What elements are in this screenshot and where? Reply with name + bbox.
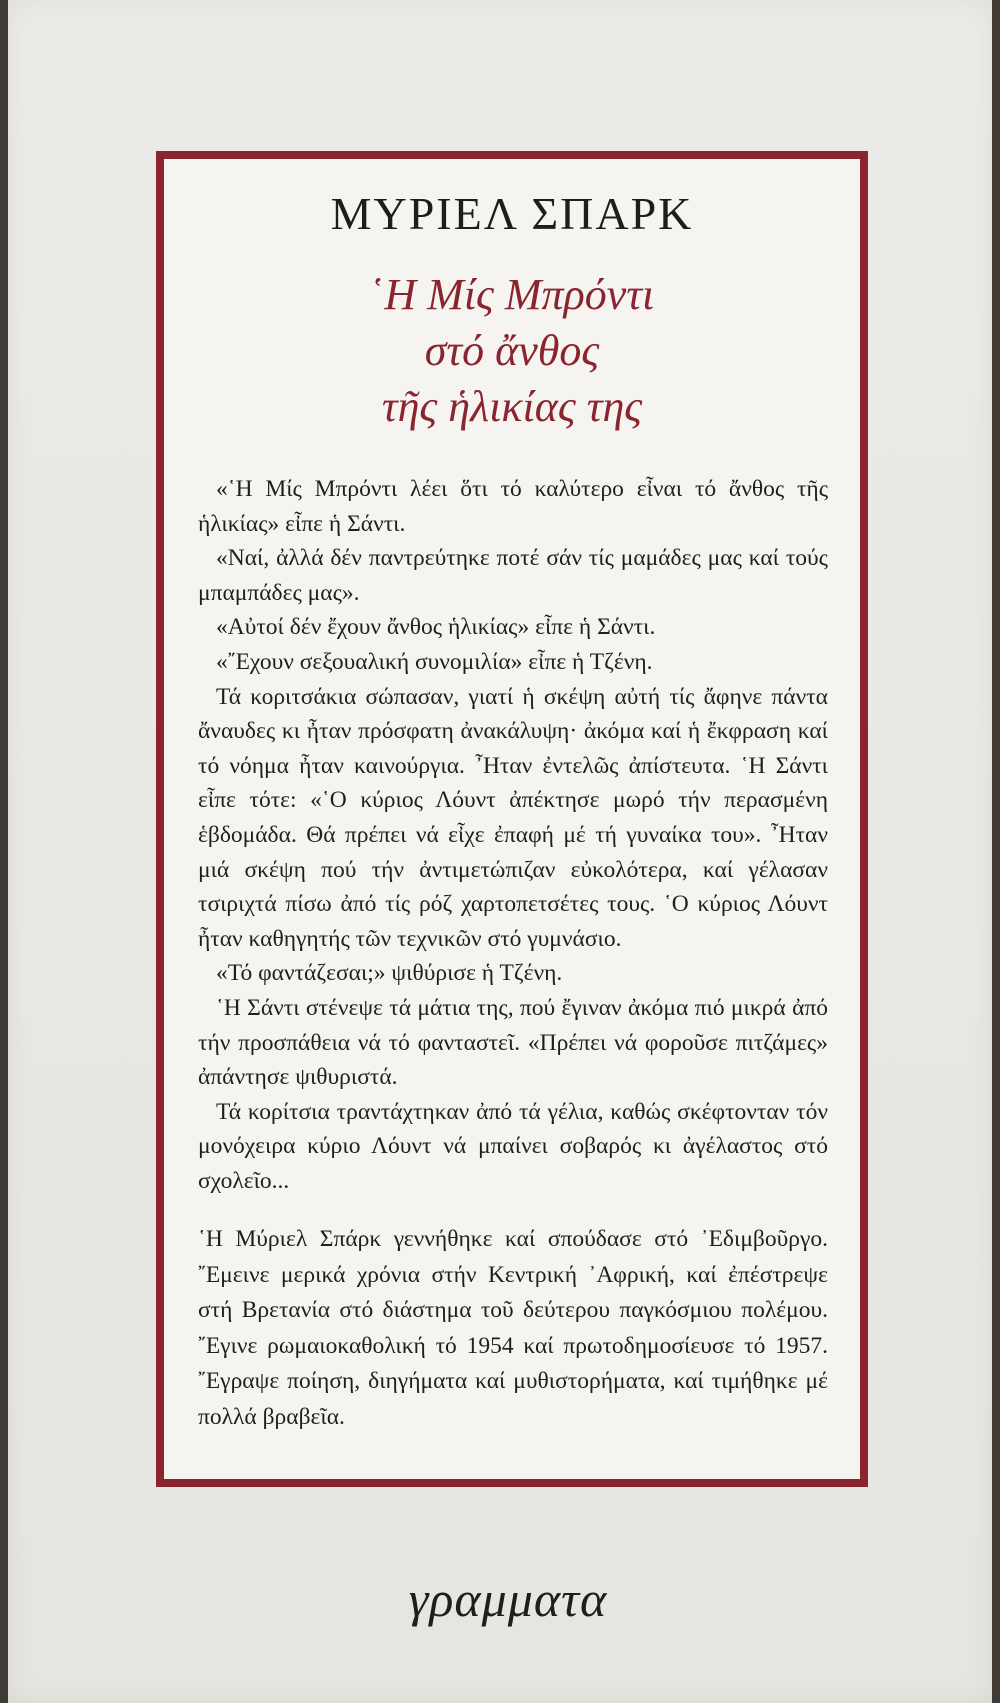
excerpt-paragraph: «῾Η Μίς Μπρόντι λέει ὅτι τό καλύτερο εἶναι τό ἄνθος τῆς ἡλικίας» εἶπε ἡ Σάντι.: [198, 476, 828, 537]
excerpt-paragraph: «῎Εχουν σεξουαλική συνομιλία» εἶπε ἡ Τζένη.: [216, 648, 653, 675]
red-border-frame: [156, 151, 868, 1487]
author-bio: [198, 1222, 828, 1435]
title-line: στό ἄνθος: [424, 326, 600, 375]
author-name: ΜΥΡΙΕΛ ΣΠΑΡΚ: [330, 188, 694, 239]
excerpt-paragraph: «Αὐτοί δέν ἔχουν ἄνθος ἡλικίας» εἶπε ἡ Σάντι.: [216, 614, 656, 641]
bio-paragraph: ῾Η Μύριελ Σπάρκ γεννήθηκε καί σπούδασε στό ᾿Εδιμβοῦργο. ῎Εμεινε μερικά χρόνια στήν Κεντρική ᾿Αφρική, καί ἐπέστρεψε στή Βρετανία στό διάστημα τοῦ δεύτερου παγκόσμιου πολέμου. ῎Εγινε ρωμαιοκαθολική τό 1954 καί πρωτοδημοσίευσε τό 1957. ῎Εγραψε ποίηση, διηγήματα καί μυθιστορήματα, καί τιμήθηκε μέ πολλά βραβεῖα.: [198, 1226, 828, 1430]
excerpt-paragraph: ῾Η Σάντι στένεψε τά μάτια της, πού ἔγιναν ἀκόμα πιό μικρά ἀπό τήν προσπάθεια νά τό φανταστεῖ. «Πρέπει νά φοροῦσε πιτζάμες» ἀπάντησε ψιθυριστά.: [198, 994, 828, 1091]
excerpt-paragraph: «Τό φαντάζεσαι;» ψιθύρισε ἡ Τζένη.: [216, 960, 563, 987]
excerpt-paragraph: Τά κοριτσάκια σώπασαν, γιατί ἡ σκέψη αὐτή τίς ἄφηνε πάντα ἄναυδες κι ἦταν πρόσφατη ἀνακάλυψη· ἀκόμα καί ἡ ἔκφραση καί τό νόημα ἦταν καινούργια. ῏Ηταν ἐντελῶς ἀπίστευτα. ῾Η Σάντι εἶπε τότε: «῾Ο κύριος Λόυντ ἀπέκτησε μωρό τήν περασμένη ἑβδομάδα. Θά πρέπει νά εἶχε ἐπαφή μέ τή γυναίκα του». ῏Ηταν μιά σκέψη πού τήν ἀντιμετώπιζαν εὐκολότερα, καί γέλασαν τσιριχτά πίσω ἀπό τίς ρόζ χαρτοπετσέτες τους. ῾Ο κύριος Λόυντ ἦταν καθηγητής τῶν τεχνικῶν στό γυμνάσιο.: [198, 683, 828, 952]
publisher-logo: γραμματα: [408, 1571, 608, 1627]
book-title: [164, 267, 860, 435]
title-line: τῆς ἡλικίας της: [381, 382, 643, 431]
excerpt-text: [198, 472, 828, 1198]
title-line: ῾Η Μίς Μπρόντι: [369, 270, 655, 319]
excerpt-paragraph: «Ναί, ἀλλά δέν παντρεύτηκε ποτέ σάν τίς μαμάδες μας καί τούς μπαμπάδες μας».: [198, 545, 828, 606]
excerpt-paragraph: Τά κορίτσια τραντάχτηκαν ἀπό τά γέλια, καθώς σκέφτονταν τόν μονόχειρα κύριο Λόυντ νά μπαίνει σοβαρός κι ἀγέλαστος στό σχολεῖο...: [198, 1098, 828, 1194]
book-back-cover: [8, 0, 992, 1703]
